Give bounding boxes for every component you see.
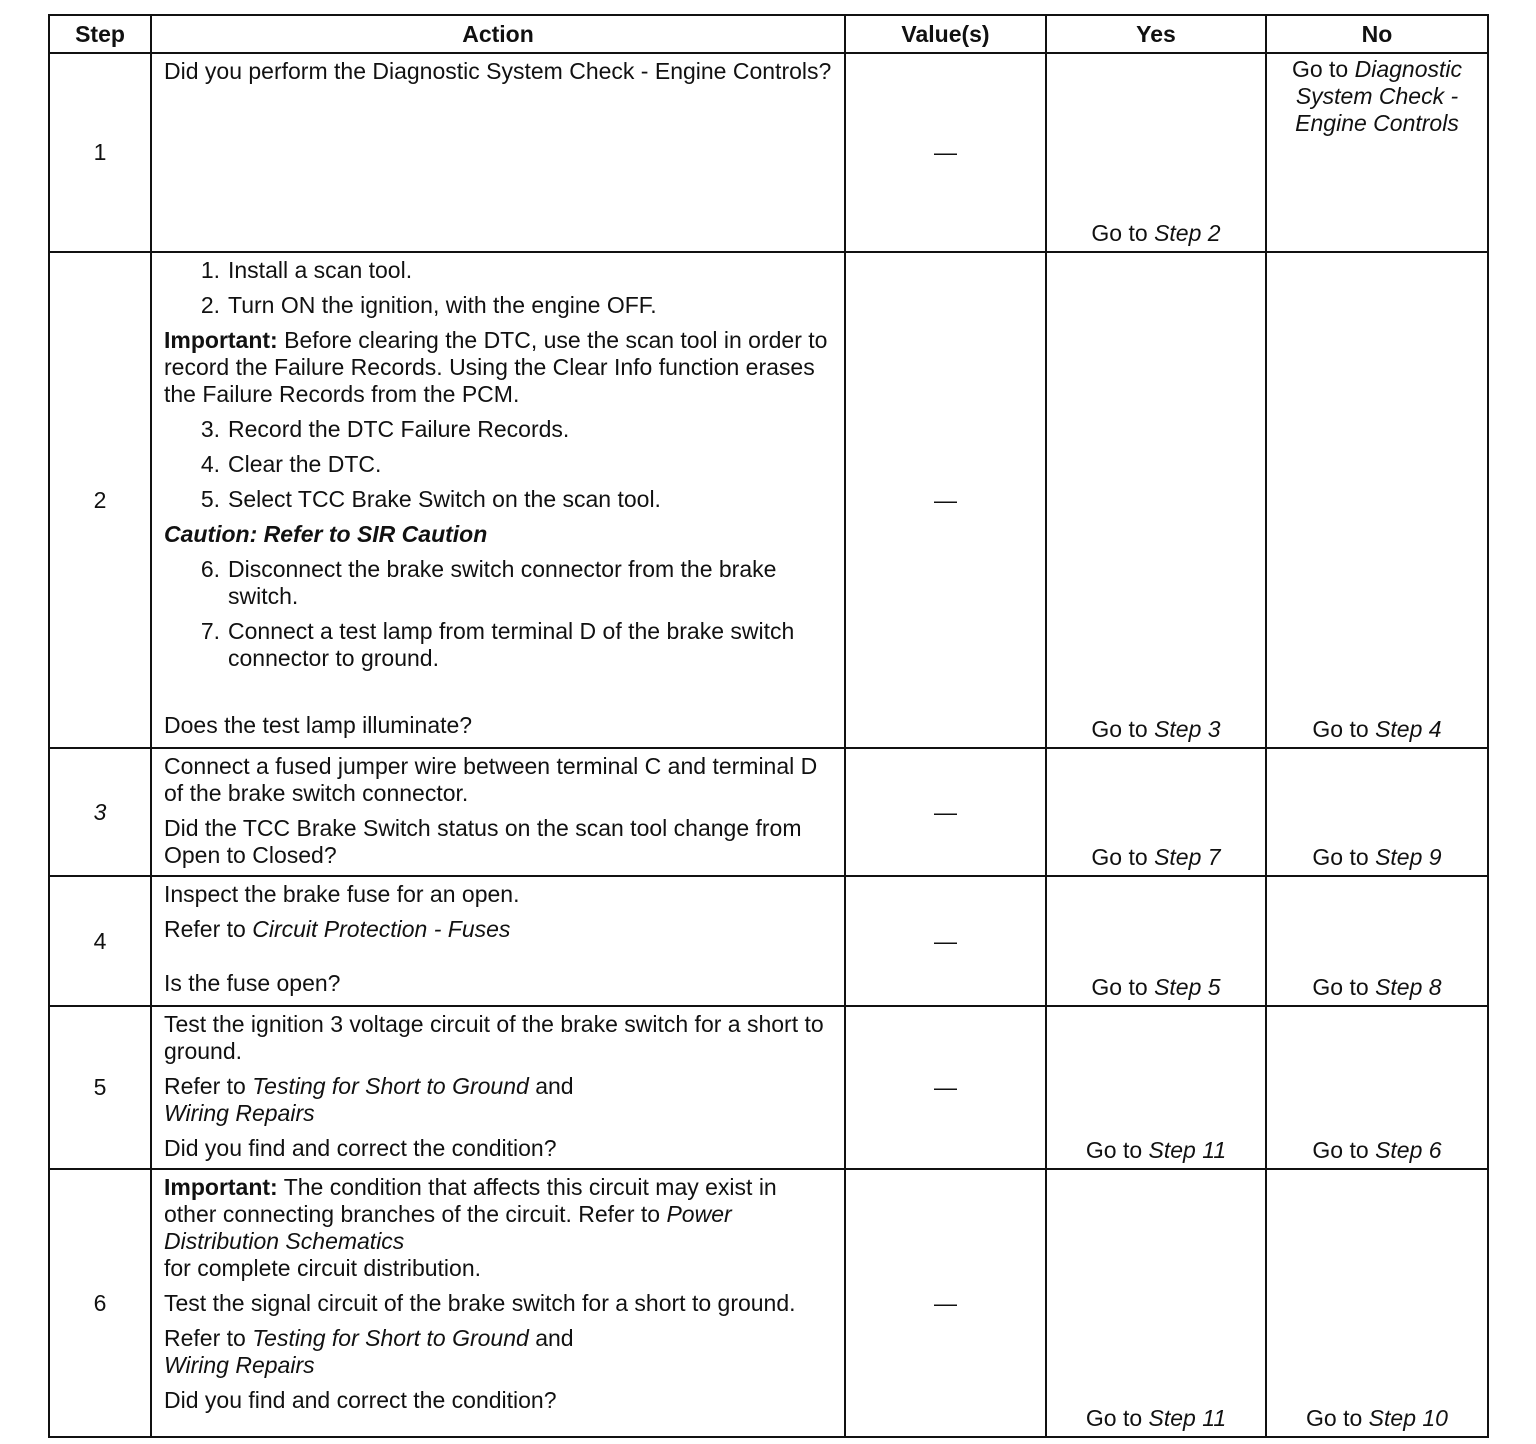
goto-target-link[interactable]: Step 9 [1375,844,1442,870]
action-question: Did the TCC Brake Switch status on the scan tool change from Open to Closed? [164,815,802,868]
goto-prefix: Go to [1312,974,1369,1000]
important-text: Before clearing the DTC, use the scan tool in order to record the Failure Records. Using the Clear Info function erases the Failure Records from the PCM. [164,327,828,407]
refer-link[interactable]: Wiring Repairs [164,1352,315,1378]
table-row-step-3 [49,748,1488,876]
goto-prefix: Go to [1291,56,1349,82]
goto-prefix: Go to [1085,1137,1143,1163]
yes-cell [1046,1006,1266,1169]
header-row [49,15,1488,53]
no-cell [1266,53,1488,252]
header-values: Value(s) [845,15,1046,53]
step-number: 3 [49,748,151,876]
step-number: 6 [49,1169,151,1437]
no-cell [1266,1169,1488,1437]
diagnostic-table [48,14,1489,1438]
goto-prefix: Go to [1091,974,1148,1000]
important-note [164,327,834,408]
list-item: 5. Select TCC Brake Switch on the scan tool. [200,486,661,512]
action-cell [151,252,845,748]
value-cell: — [845,1169,1046,1437]
refer-line: Refer to Testing for Short to Ground and Wiring Repairs [164,1325,574,1378]
list-item: 2. Turn ON the ignition, with the engine OFF. [200,292,657,318]
yes-cell [1046,252,1266,748]
refer-link[interactable]: Power Distribution Schematics [164,1201,732,1254]
goto-target-link[interactable]: Step 3 [1154,716,1221,742]
refer-line: Refer to Testing for Short to Ground and Wiring Repairs [164,1073,574,1126]
table-row-step-4 [49,876,1488,1006]
action-cell [151,1006,845,1169]
no-cell [1266,252,1488,748]
goto-prefix: Go to [1085,1405,1143,1431]
action-cell [151,876,845,1006]
value-cell: — [845,748,1046,876]
header-no: No [1266,15,1488,53]
action-cell [151,53,845,252]
refer-link[interactable]: Testing for Short to Ground [252,1073,529,1099]
goto-prefix: Go to [1091,220,1148,246]
action-text: Connect a fused jumper wire between terminal C and terminal D of the brake switch connector. [164,753,818,806]
step-number: 1 [49,53,151,252]
goto-target-link[interactable]: Step 4 [1375,716,1442,742]
action-text: Inspect the brake fuse for an open. [164,881,520,907]
goto-target-link[interactable]: Step 7 [1154,844,1221,870]
caution-note: Caution: Refer to SIR Caution [164,521,488,547]
header-action: Action [151,15,845,53]
important-label: Important: [164,327,278,353]
action-text: Test the ignition 3 voltage circuit of the brake switch for a short to ground. [164,1011,824,1064]
yes-cell [1046,748,1266,876]
step-number: 2 [49,252,151,748]
goto-target-link[interactable]: Diagnostic System Check - Engine Controls [1295,56,1463,136]
goto-prefix: Go to [1091,716,1148,742]
goto-target-link[interactable]: Step 6 [1375,1137,1442,1163]
important-text: The condition that affects this circuit may exist in other connecting branches of the circuit. Refer to [164,1174,777,1227]
refer-line: Refer to Circuit Protection - Fuses [164,916,511,942]
value-cell: — [845,252,1046,748]
yes-cell [1046,1169,1266,1437]
table-row-step-1 [49,53,1488,252]
goto-target-link[interactable]: Step 11 [1148,1405,1227,1431]
action-question: Is the fuse open? [164,970,341,996]
action-question: Did you find and correct the condition? [164,1387,557,1413]
table-row-step-6 [49,1169,1488,1437]
refer-link[interactable]: Wiring Repairs [164,1100,315,1126]
value-cell: — [845,1006,1046,1169]
list-item: 7. Connect a test lamp from terminal D of the brake switch connector to ground. [200,618,795,671]
action-question: Did you find and correct the condition? [164,1135,557,1161]
action-text: Test the signal circuit of the brake switch for a short to ground. [164,1290,796,1316]
header-yes: Yes [1046,15,1266,53]
value-cell: — [845,53,1046,252]
action-cell [151,748,845,876]
action-question: Did you perform the Diagnostic System Check - Engine Controls? [164,58,832,84]
important-note: Important: The condition that affects this circuit may exist in other connecting branches of the circuit. Refer to Power Distribution Schematics for complete circuit distribution. [164,1174,777,1281]
goto-target-link[interactable]: Step 8 [1375,974,1442,1000]
table-row-step-5 [49,1006,1488,1169]
header-step: Step [49,15,151,53]
refer-link[interactable]: Testing for Short to Ground [252,1325,529,1351]
goto-prefix: Go to [1091,844,1148,870]
list-item: 3. Record the DTC Failure Records. [200,416,570,442]
refer-link[interactable]: Circuit Protection - Fuses [252,916,511,942]
step-number: 5 [49,1006,151,1169]
yes-cell [1046,876,1266,1006]
no-cell [1266,876,1488,1006]
table-row-step-2 [49,252,1488,748]
no-cell [1266,748,1488,876]
value-cell: — [845,876,1046,1006]
step-number: 4 [49,876,151,1006]
yes-cell [1046,53,1266,252]
goto-target-link[interactable]: Step 11 [1148,1137,1227,1163]
action-cell [151,1169,845,1437]
list-item: 4. Clear the DTC. [200,451,382,477]
goto-target-link[interactable]: Step 10 [1368,1405,1448,1431]
goto-prefix: Go to [1312,844,1369,870]
action-question: Does the test lamp illuminate? [164,712,473,738]
goto-prefix: Go to [1312,716,1369,742]
list-item: 6. Disconnect the brake switch connector from the brake switch. [200,556,777,609]
goto-prefix: Go to [1306,1405,1363,1431]
no-cell [1266,1006,1488,1169]
list-item: 1. Install a scan tool. [200,257,413,283]
goto-target-link[interactable]: Step 2 [1154,220,1221,246]
goto-target-link[interactable]: Step 5 [1154,974,1221,1000]
goto-prefix: Go to [1312,1137,1369,1163]
important-label: Important: [164,1174,278,1200]
